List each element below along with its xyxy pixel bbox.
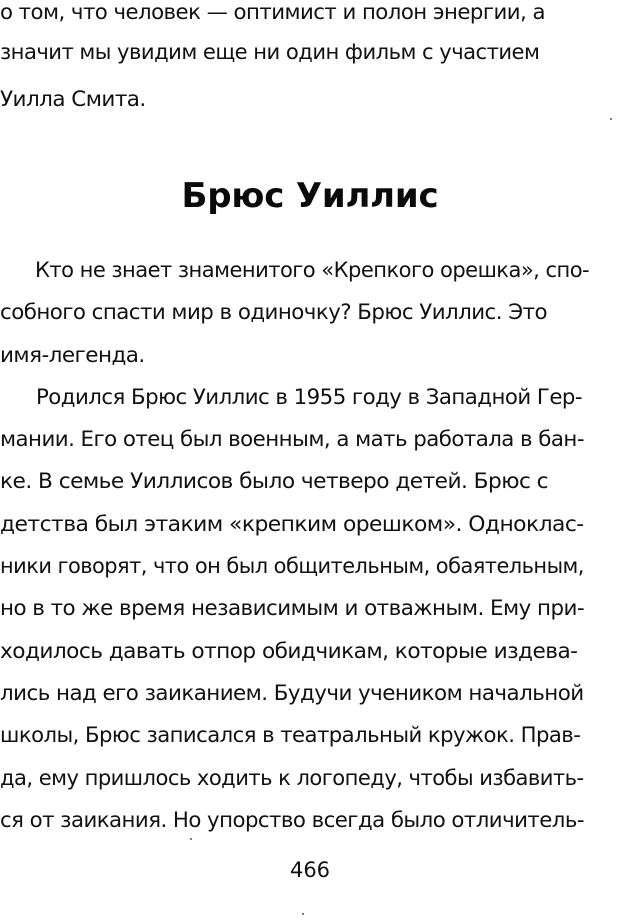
paragraph-2-line-9: школы, Брюс записался в театральный кружок. Прав- <box>0 723 581 748</box>
paragraph-2-line-7: ходилось давать отпор обидчикам, которые издева- <box>0 639 578 664</box>
paragraph-2-line-8: лись над его заиканием. Будучи учеником начальной <box>0 681 584 706</box>
paragraph-2-line-6: но в то же время независимым и отважным. Ему при- <box>0 596 585 621</box>
scan-speck <box>190 838 192 840</box>
paragraph-2-line-1: Родился Брюс Уиллис в 1955 году в Западной Гер- <box>36 385 583 410</box>
paragraph-1-line-2: собного спасти мир в одиночку? Брюс Уиллис. Это <box>0 300 547 325</box>
page-number: 466 <box>289 858 331 882</box>
intro-line-1: о том, что человек — оптимист и полон энергии, а <box>0 0 545 25</box>
paragraph-2-line-5: ники говорят, что он был общительным, обаятельным, <box>0 554 584 579</box>
paragraph-1-line-1: Кто не знает знаменитого «Крепкого орешка», спо- <box>35 258 590 283</box>
intro-line-2: значит мы увидим еще ни один фильм с участием <box>0 40 540 65</box>
scan-speck <box>610 118 612 120</box>
paragraph-2-line-2: мании. Его отец был военным, а мать работала в бан- <box>0 427 584 452</box>
section-title: Брюс Уиллис <box>181 176 439 216</box>
paragraph-2-line-4: детства был этаким «крепким орешком». Одноклас- <box>0 512 584 537</box>
paragraph-2-line-3: ке. В семье Уиллисов было четверо детей. Брюс с <box>0 469 549 494</box>
scan-speck <box>302 913 304 915</box>
intro-line-3: Уилла Смита. <box>0 87 146 112</box>
paragraph-2-line-11: ся от заикания. Но упорство всегда было отличитель- <box>0 808 584 833</box>
paragraph-2-line-10: да, ему пришлось ходить к логопеду, чтобы избавить- <box>0 766 584 791</box>
paragraph-1-line-3: имя-легенда. <box>0 343 145 368</box>
